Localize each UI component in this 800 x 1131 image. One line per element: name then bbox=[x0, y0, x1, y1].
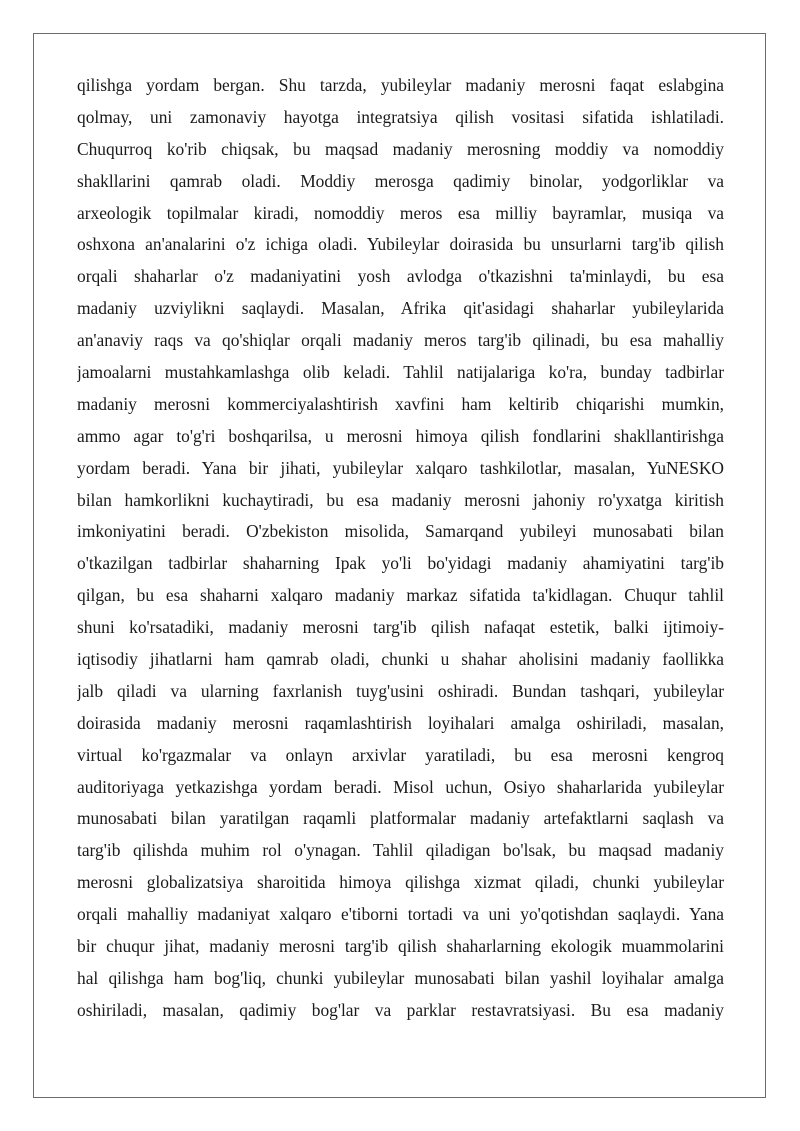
text-line: Chuqurroq ko'rib chiqsak, bu maqsad madaniy merosning moddiy va nomoddiy bbox=[77, 138, 724, 159]
text-line: oshiriladi, masalan, qadimiy bog'lar va parklar restavratsiyasi. Bu esa madaniy bbox=[77, 999, 724, 1020]
text-line: imkoniyatini beradi. O'zbekiston misolida, Samarqand yubileyi munosabati bilan bbox=[77, 521, 724, 542]
text-line: an'anaviy raqs va qo'shiqlar orqali madaniy meros targ'ib qilinadi, bu esa mahalliy bbox=[77, 330, 724, 351]
text-line: madaniy uzviylikni saqlaydi. Masalan, Afrika qit'asidagi shaharlar yubileylarida bbox=[77, 298, 724, 319]
text-line: orqali shaharlar o'z madaniyatini yosh avlodga o'tkazishni ta'minlaydi, bu esa bbox=[77, 266, 724, 287]
text-line: oshxona an'analarini o'z ichiga oladi. Yubileylar doirasida bu unsurlarni targ'ib qilish bbox=[77, 234, 724, 255]
text-line: doirasida madaniy merosni raqamlashtirish loyihalari amalga oshiriladi, masalan, bbox=[77, 712, 724, 733]
document-body-text bbox=[77, 70, 724, 1027]
text-line: jamoalarni mustahkamlashga olib keladi. Tahlil natijalariga ko'ra, bunday tadbirlar bbox=[77, 362, 724, 383]
text-line: jalb qiladi va ularning faxrlanish tuyg'usini oshiradi. Bundan tashqari, yubileylar bbox=[77, 680, 724, 701]
text-line: merosni globalizatsiya sharoitida himoya qilishga xizmat qiladi, chunki yubileylar bbox=[77, 872, 724, 893]
text-line: ammo agar to'g'ri boshqarilsa, u merosni himoya qilish fondlarini shakllantirishga bbox=[77, 425, 724, 446]
text-line: madaniy merosni kommerciyalashtirish xavfini ham keltirib chiqarishi mumkin, bbox=[77, 393, 724, 414]
text-line: shakllarini qamrab oladi. Moddiy merosga qadimiy binolar, yodgorliklar va bbox=[77, 170, 724, 191]
text-line: qilishga yordam bergan. Shu tarzda, yubileylar madaniy merosni faqat eslabgina bbox=[77, 75, 724, 95]
text-line: targ'ib qilishda muhim rol o'ynagan. Tahlil qiladigan bo'lsak, bu maqsad madaniy bbox=[77, 840, 724, 861]
text-line: munosabati bilan yaratilgan raqamli platformalar madaniy artefaktlarni saqlash va bbox=[77, 808, 724, 829]
text-line: hal qilishga ham bog'liq, chunki yubileylar munosabati bilan yashil loyihalar amalga bbox=[77, 967, 724, 988]
text-line: o'tkazilgan tadbirlar shaharning Ipak yo'li bo'yidagi madaniy ahamiyatini targ'ib bbox=[77, 553, 724, 574]
text-line: yordam beradi. Yana bir jihati, yubileylar xalqaro tashkilotlar, masalan, YuNESKO bbox=[77, 457, 724, 478]
text-line: bilan hamkorlikni kuchaytiradi, bu esa madaniy merosni jahoniy ro'yxatga kiritish bbox=[77, 489, 724, 510]
text-line: orqali mahalliy madaniyat xalqaro e'tiborni tortadi va uni yo'qotishdan saqlaydi. Yana bbox=[77, 904, 724, 925]
text-line: iqtisodiy jihatlarni ham qamrab oladi, chunki u shahar aholisini madaniy faollikka bbox=[77, 649, 724, 670]
text-line: bir chuqur jihat, madaniy merosni targ'ib qilish shaharlarning ekologik muammolarini bbox=[77, 936, 724, 957]
text-line: virtual ko'rgazmalar va onlayn arxivlar yaratiladi, bu esa merosni kengroq bbox=[77, 744, 724, 765]
text-line: shuni ko'rsatadiki, madaniy merosni targ'ib qilish nafaqat estetik, balki ijtimoiy- bbox=[77, 617, 724, 638]
text-line: qolmay, uni zamonaviy hayotga integratsiya qilish vositasi sifatida ishlatiladi. bbox=[77, 106, 724, 127]
text-line: auditoriyaga yetkazishga yordam beradi. Misol uchun, Osiyo shaharlarida yubileylar bbox=[77, 776, 724, 797]
text-line: qilgan, bu esa shaharni xalqaro madaniy markaz sifatida ta'kidlagan. Chuqur tahlil bbox=[77, 585, 724, 606]
text-line: arxeologik topilmalar kiradi, nomoddiy meros esa milliy bayramlar, musiqa va bbox=[77, 202, 724, 223]
